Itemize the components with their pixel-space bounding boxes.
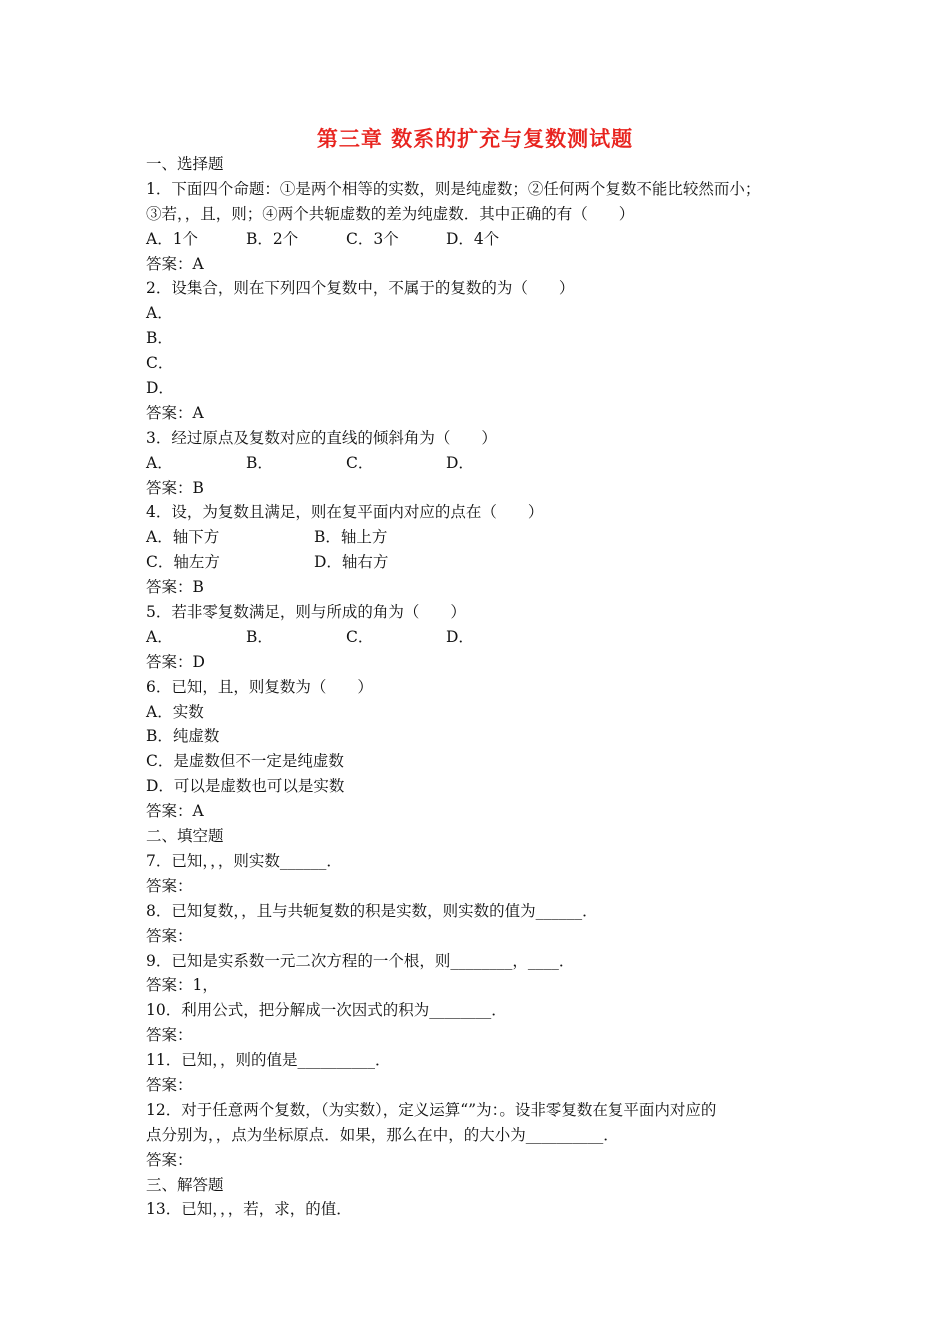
option-b: B．纯虚数 bbox=[146, 727, 220, 746]
option-a: A．实数 bbox=[146, 702, 204, 721]
page-title: 第三章 数系的扩充与复数测试题 bbox=[316, 126, 634, 151]
question-7-text: 7．已知，，，则实数______． bbox=[146, 851, 342, 870]
question-7-answer: 答案： bbox=[146, 876, 193, 895]
question-3-text: 3．经过原点及复数对应的直线的倾斜角为（ ） bbox=[146, 428, 497, 447]
question-4-options-row2 bbox=[146, 550, 811, 575]
option-a: A． bbox=[146, 304, 173, 323]
question-12-answer: 答案： bbox=[146, 1150, 193, 1169]
option-d: D．可以是虚数也可以是实数 bbox=[146, 777, 345, 796]
option-b: B．2个 bbox=[246, 229, 299, 248]
question-11-answer: 答案： bbox=[146, 1075, 193, 1094]
option-c: C． bbox=[146, 354, 174, 373]
question-5-text: 5．若非零复数满足，则与所成的角为（ ） bbox=[146, 603, 466, 622]
question-12-text: 12．对于任意两个复数，（为实数），定义运算“”为：。设非零复数在复平面内对应的 bbox=[146, 1100, 717, 1119]
question-8-answer: 答案： bbox=[146, 926, 193, 945]
question-2-answer: 答案：A bbox=[146, 403, 204, 422]
question-3-options bbox=[146, 451, 811, 476]
question-1-text: 1．下面四个命题：①是两个相等的实数，则是纯虚数；②任何两个复数不能比较然而小； bbox=[146, 179, 761, 198]
option-a: A． bbox=[146, 627, 173, 646]
option-b: B． bbox=[246, 453, 273, 472]
question-1-answer: 答案：A bbox=[146, 254, 204, 273]
section-heading: 二、填空题 bbox=[146, 827, 224, 846]
question-13-text: 13．已知，，，若，求，的值． bbox=[146, 1200, 352, 1219]
option-d: D． bbox=[146, 379, 174, 398]
option-c: C． bbox=[346, 453, 374, 472]
question-9-text: 9．已知是实系数一元二次方程的一个根，则________，____． bbox=[146, 951, 575, 970]
question-5-answer: 答案：D bbox=[146, 652, 205, 671]
question-6-text: 6．已知，且，则复数为（ ） bbox=[146, 677, 373, 696]
question-11-text: 11．已知，，则的值是__________． bbox=[146, 1051, 391, 1070]
question-8-text: 8．已知复数，，且与共轭复数的积是实数，则实数的值为______． bbox=[146, 901, 598, 920]
question-1-text-cont: ③若，，且，则；④两个共轭虚数的差为纯虚数．其中正确的有（ ） bbox=[146, 204, 635, 223]
question-12-text-cont: 点分别为，，点为坐标原点．如果，那么在中，的大小为__________． bbox=[146, 1125, 619, 1144]
option-b: B． bbox=[246, 627, 273, 646]
question-9-answer: 答案：1， bbox=[146, 976, 218, 995]
question-6-answer: 答案：A bbox=[146, 802, 204, 821]
option-d: D． bbox=[446, 453, 474, 472]
question-3-answer: 答案：B bbox=[146, 478, 204, 497]
option-a: A．1个 bbox=[146, 229, 199, 248]
question-2-text: 2．设集合，则在下列四个复数中，不属于的复数的为（ ） bbox=[146, 279, 575, 298]
question-4-answer: 答案：B bbox=[146, 578, 204, 597]
option-d: D．4个 bbox=[446, 229, 500, 248]
question-1-options bbox=[146, 227, 811, 252]
option-a: A． bbox=[146, 453, 173, 472]
question-10-answer: 答案： bbox=[146, 1026, 193, 1045]
option-d: D． bbox=[446, 627, 474, 646]
question-10-text: 10．利用公式，把分解成一次因式的积为________． bbox=[146, 1001, 507, 1020]
option-b: B． bbox=[146, 329, 173, 348]
option-c: C．轴左方 bbox=[146, 553, 220, 572]
option-a: A．轴下方 bbox=[146, 528, 220, 547]
question-4-text: 4．设，为复数且满足，则在复平面内对应的点在（ ） bbox=[146, 503, 544, 522]
option-d: D．轴右方 bbox=[314, 553, 389, 572]
option-b: B．轴上方 bbox=[314, 528, 388, 547]
question-4-options-row1 bbox=[146, 525, 811, 550]
exam-content bbox=[146, 152, 811, 1222]
section-heading: 三、解答题 bbox=[146, 1175, 224, 1194]
option-c: C． bbox=[346, 627, 374, 646]
section-heading: 一、选择题 bbox=[146, 155, 224, 173]
option-c: C．是虚数但不一定是纯虚数 bbox=[146, 752, 344, 771]
option-c: C．3个 bbox=[346, 229, 399, 248]
question-5-options bbox=[146, 625, 811, 650]
